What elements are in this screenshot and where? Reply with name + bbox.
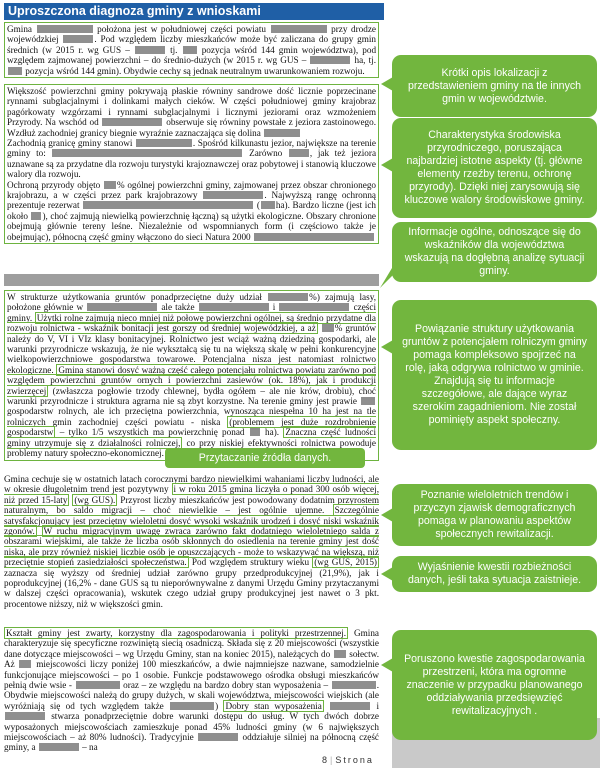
page-number: 8: [322, 755, 328, 765]
highlight: Gmina stanowi dosyć ważną część całego potencjału rolnictwa powiatu zarówno pod względem powierzchni gruntów ornych i powierzchni zasiewów (ok. 18%), jak i produkcji zwierzęcej: [7, 364, 376, 396]
redaction: [250, 428, 260, 436]
redaction: [5, 712, 45, 720]
redaction: [322, 324, 334, 332]
redaction: [310, 56, 350, 64]
location-paragraph: Gmina położona jest w południowej części powiatu przy drodze wojewódzkiej . Pod względem liczby mieszkańców może być zaliczana do grupy gmin średnich (w 2015 r. wg GUS – tj. pozycja wśród 144 gmin województwa), pod względem zajmowanej powierzchni – do średnio-dużych (w 2015 r. wg GUS – ha, tj. pozycja wśród 144 gmin). Obydwie cechy są jednak neutralnym uwarunkowaniem rozwoju.: [4, 22, 379, 78]
redaction: [361, 397, 375, 405]
page-footer: [322, 755, 374, 765]
callout-tail: [381, 567, 393, 581]
redaction: [52, 149, 242, 157]
redaction: [136, 139, 192, 147]
redaction: [279, 303, 349, 311]
redaction: [289, 149, 309, 157]
redaction: [87, 303, 157, 311]
redaction: [8, 67, 22, 75]
note-data-discrepancy: Wyjaśnienie kwestii rozbieżności danych, jeśli taka sytuacja zaistnieje.: [392, 556, 597, 592]
redaction: [135, 46, 165, 54]
callout-tail: [381, 508, 393, 522]
note-environment: Charakterystyka środowiska przyrodniczego, poruszająca najbardziej istotne aspekty (tj. główne elementy rzeźby terenu, ochronę przyrody). Dzięki niej zarysowują się kluczowe walory środowiskowe gminy.: [392, 118, 597, 218]
highlight: W ruchu migracyjnym uwagę zwraca zarówno fakt dodatniego wieloletniego salda z obszarami wiejskimi, ale także że liczba osób skłonnych do osiedlenia na terenie gminy jest dość niska, ale przy również niskiej liczbie osób je opuszczających - może to wskazywać na większą, niż przeciętnie stopień zasiedziałości społeczeństwa.: [4, 526, 380, 568]
redaction: [104, 181, 116, 189]
callout-tail: [381, 77, 393, 91]
highlight: (wg GUS).: [74, 494, 116, 505]
redaction: [170, 702, 214, 710]
callout-tail: [380, 268, 402, 290]
redaction: [330, 702, 370, 710]
highlight: Kształt gminy jest zwarty, korzystny dla zagospodarowania i polityki przestrzennej.: [6, 628, 347, 638]
redaction: [19, 660, 31, 668]
note-land-use: Powiązanie struktury użytkowania gruntów z potencjałem rolniczym gminy pomaga kompleksowo spojrzeć na rolę, jaką odgrywa rolnictwo w gminie. Znajdują się tu informacje szczegółowe, ale dające wyraz szerokim zagadnieniom. Nie został pominięty aspekt społeczny.: [392, 300, 597, 450]
redaction: [254, 233, 374, 241]
page-label: Strona: [335, 755, 374, 765]
note-location: Krótki opis lokalizacji z przedstawieniem gminy na tle innych gmin w województwie.: [392, 55, 597, 117]
redaction: [63, 35, 93, 43]
redaction: [334, 650, 346, 658]
redaction: [102, 118, 162, 126]
redaction: [76, 681, 120, 689]
highlight: (problemem jest duże rozdrobnienie gospodarstw: [7, 416, 376, 438]
redaction: [268, 293, 308, 301]
redaction: [198, 733, 238, 741]
spatial-paragraph: Kształt gminy jest zwarty, korzystny dla zagospodarowania i polityki przestrzennej. Gmina charakteryzuje się specyficzne rozwiniętą siecią osadniczą. Składa się z 20 miejscowości (wszystkie dane dotyczące miejscowości – wg Urzędu Gminy, stan na koniec 2015), należących do sołectw. Aż miejscowości liczy poniżej 100 mieszkańców, a dwie najmniejsze nazwane, samodzielnie funkcjonujące miejscowości – po 1 osobie. Funkcje podstawowego ośrodka obsługi mieszkańców pełnią dwie wsie - oraz – ze względu na bardzo dobry stan wyposażenia – . Obydwie miejscowości należą do grupy dużych, w skali województwa, miejscowości wiejskich (ale wyróżniają się od tych względem także ) Dobry stan wyposażenia i stwarza ponadprzeciętnie dobre warunki dostępu do usług. W tych dwóch dobrze wyposażonych miejscowościach zamieszkuje ponad 45% ludności gminy (w 6 największych miejscowościach – aż 80% ludności). Tradycyjnie oddziałuje silniej na północną część gminy, a – na: [4, 628, 380, 753]
redaction: [203, 191, 263, 199]
redaction: [37, 25, 93, 33]
highlight: Użytki rolne zajmują nieco mniej niż połowę powierzchni ogólnej, są średnio przydatne dla rozwoju rolnictwa - wskaźnik bonitacji jest gorszy od średniej wojewódzkiej, a aż: [7, 312, 377, 334]
redaction: [199, 303, 269, 311]
footer-separator: |: [330, 755, 333, 765]
redaction: [261, 201, 275, 209]
document-title: Uproszczona diagnoza gminy z wnioskami: [4, 3, 384, 20]
redaction: [39, 743, 79, 751]
environment-paragraph: Większość powierzchni gminy pokrywają płaskie równiny sandrowe dość licznie poprzecinane rynnami subglacjalnymi i dolinkami małych cieków. W części południowej gminy krajobraz pagórkowaty wzgórzami i rynnami subglacjalnymi i licznymi jeziorami oraz wzmożeniem Przyrody. Na wschód od obserwuje się równiny powstałe z jeziora zastoinowego. Wzdłuż zachodniej granicy biegnie wyraźnie zaznaczająca się dolina Zachodnią granicę gminy stanowi . Spośród kilkunastu jezior, największe na terenie gminy to: Zarówno , jak też jeziora uznawane są za przydatne dla rozwoju turystyki krajoznawczej oraz pobytowej i stanowią kluczowe walory dla rozwoju. Ochroną przyrody objęto % ogólnej powierzchni gminy, zajmowanej przez obszar chronionego krajobrazu, a w części przez park krajobrazowy . Najwyższą rangę ochronną prezentuje rezerwat ( ha). Bardzo liczne (jest ich około ), choć zajmują niewielką powierzchnię łączną) są użytki ekologiczne. Obszary chronione obejmują głównie tereny leśne. Niezależnie od wspomnianych form (i częściowo także je obejmując), północną część gminy włączono do sieci Natura 2000: [4, 84, 379, 244]
note-data-source: Przytaczanie źródła danych.: [165, 448, 365, 468]
callout-tail: [381, 340, 393, 354]
callout-tail: [381, 158, 393, 172]
highlight: i w roku 2015 gmina liczyła o ponad 300 osób więcej, niż przed 15-laty: [4, 484, 379, 505]
land-use-paragraph: W strukturze użytkowania gruntów ponadprzeciętne duży udział %) zajmują lasy, położone głównie w ale także i części gminy. Użytki rolne zajmują nieco mniej niż połowę powierzchni ogólnej, są średnio przydatne dla rozwoju rolnictwa - wskaźnik bonitacji jest gorszy od średniej wojewódzkiej, a aż % gruntów należy do V, VI i VIz klasy bonitacyjnej. Rolnictwo jest wciąż ważną dziedziną gospodarki, ale warunki przyrodnicze wskazują, że nie wykształcą się tu na większą skalę w pełni konkurencyjne wielkopowierzchniowe gospodarstwa towarowe. Potencjalna nisza jest natomiast rolnictwo ekologiczne. Gmina stanowi dosyć ważną część całego potencjału rolnictwa powiatu zarówno pod względem powierzchni gruntów ornych i powierzchni zasiewów (ok. 18%), jak i produkcji zwierzęcej (zwłaszcza pogłowie trzody chlewnej, bydła ogółem – ale nie krów, drobiu), choć warunki przyrodnicze i struktura agrarna nie są zbyt korzystne. Na terenie gminy jest prawie gospodarstw rolnych, ale ich przeciętna powierzchnia, wynosząca niespełna 10 ha jest na tle rolniczych gmin zachodniej części powiatu - niska (problemem jest duże rozdrobnienie gospodarstw – tylko 1/5 wszystkich ma powierzchnię ponad ha). Znaczna część ludności gminy utrzymuje się z działalności rolniczej, co przy niskiej efektywności rolnictwa powoduje problemy natury społeczno-ekonomicznej.: [4, 290, 379, 461]
note-demography: Poznanie wieloletnich trendów i przyczyn zjawisk demograficznych pomaga w planowaniu aspektów społecznych rewitalizacji.: [392, 484, 597, 546]
redaction: [31, 212, 41, 220]
callout-tail: [381, 658, 393, 672]
redaction: [183, 46, 197, 54]
highlight: Dobry stan wyposażenia: [225, 700, 322, 711]
highlight: Znaczna część ludności gminy utrzymuje się z działalności rolniczej,: [7, 427, 377, 448]
redaction: [264, 129, 300, 137]
note-spatial: Poruszono kwestie zagospodarowania przestrzeni, która ma ogromne znaczenie w przypadku planowanego oddziaływania przedsięwzięć rewitalizacyjnych .: [392, 630, 597, 740]
highlight: Szczególnie satysfakcjonujący jest przeciętny wieloletni dosyć wysoki wskaźnik urodzeń i dosyć niski wskaźnik zgonów.: [4, 505, 379, 537]
demography-paragraph: Gmina cechuje się w ostatnich latach corocznymi bardzo niewielkimi wahaniami liczby ludności, ale w okresie długoletnim trend jest pozytywny i w roku 2015 gmina liczyła o ponad 300 osób więcej, niż przed 15-laty (wg GUS). Przyrost liczby mieszkańców jest powodowany dodatnim przyrostem naturalnym, bo saldo migracji – choć niewielkie – jest ogólnie ujemne. Szczególnie satysfakcjonujący jest przeciętny wieloletni dosyć wysoki wskaźnik urodzeń i dosyć niski wskaźnik zgonów. W ruchu migracyjnym uwagę zwraca zarówno fakt dodatniego wieloletniego salda z obszarami wiejskimi, ale także że liczba osób skłonnych do osiedlenia na terenie gminy jest dość niska, ale przy również niskiej liczbie osób je opuszczających - może to wskazywać na większą, niż przeciętnie stopień zasiedziałości społeczeństwa. Pod względem struktury wieku (wg GUS, 2015) zaznacza się wyższy od średniej udział zarówno grupy przedprodukcyjnej (21,9%), jak i poprodukcyjnej (16,2% - dane GUS są tu nieporównywalne z danymi Urzędu Gminy przytaczanymi w dalszej części opracowania), wskutek czego udział grupy produkcyjnej jest nawet o 3 pkt. procentowe niższy, niż w większości gmin.: [4, 474, 380, 609]
highlight: (wg GUS, 2015): [314, 557, 377, 568]
note-general-info: Informacje ogólne, odnoszące się do wskaźników dla województwa wskazują na dogłębną analizę sytuacji gminy.: [392, 222, 597, 282]
redacted-band: [4, 274, 379, 286]
redaction: [332, 681, 376, 689]
redaction: [83, 201, 253, 209]
redaction: [271, 25, 327, 33]
